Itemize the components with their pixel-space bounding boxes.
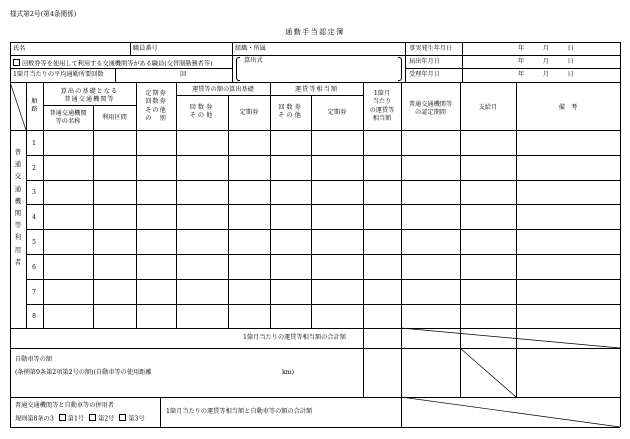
monthly-total-label: 1箇月当たりの運賃等相当額の合計額	[243, 334, 346, 341]
row-number: 3	[32, 189, 36, 196]
accepted-date-field[interactable]: 年 月 日	[518, 71, 574, 78]
car-usage-distance-label: (条例第9条第2項第2号の額)(自動車等の使用距離	[15, 369, 152, 376]
commuter-pass-header-2: 定期券	[327, 109, 347, 116]
transport-name-header: 普通交通機関 等の名称	[49, 110, 87, 126]
monthly-average-label: 1箇月当たりの平均通勤所要回数	[13, 71, 104, 78]
approved-period-header: 普通交通機関等 の認定期間	[408, 101, 453, 117]
calc-formula-label: 算出式	[244, 57, 263, 64]
times-unit: 回	[180, 71, 187, 78]
payment-month-header: 支給月	[478, 104, 498, 111]
option3-label: 第3号	[128, 415, 145, 423]
form-number: 様式第2号(第4条関係)	[10, 10, 77, 18]
row-number: 8	[32, 313, 36, 320]
row-number: 1	[32, 140, 36, 147]
fare-equivalent-header: 運賃等相当額	[294, 86, 339, 93]
coupon-user-label: 回数券等を使用して利用する交通機関等がある職員(交替制勤務者等)	[22, 60, 213, 68]
pass-type-header: 定期券 回数券 その他 の 別	[145, 90, 167, 123]
accepted-date-label: 受理年月日	[409, 71, 440, 78]
combined-user-label: 普通交通機関等と自動車等の併用者	[15, 402, 114, 409]
coupon-other-header-2: 回数券 その他	[278, 104, 303, 120]
row-number: 7	[32, 289, 36, 296]
row-number: 2	[32, 165, 36, 172]
staff-number-label: 職員番号	[133, 45, 158, 52]
organization-label: 組織・所属	[235, 45, 266, 52]
row-number: 5	[32, 239, 36, 246]
name-label: 氏名	[13, 45, 26, 52]
combined-rule-row	[15, 414, 145, 423]
remarks-header: 備 考	[558, 104, 578, 111]
order-header: 順 路	[31, 98, 38, 114]
monthly-fare-header: 1箇月 当たり の運賃等 相当額	[369, 90, 395, 123]
usage-section-header: 利用区間	[102, 114, 127, 121]
option2-checkbox[interactable]	[89, 414, 96, 421]
rule-label: 規則第8条の3	[15, 415, 54, 423]
notified-date-field[interactable]: 年 月 日	[518, 58, 574, 65]
option1-checkbox[interactable]	[59, 414, 66, 421]
option2-label: 第2号	[98, 415, 115, 423]
document-title: 通勤手当認定簿	[285, 28, 345, 36]
option1-label: 第1号	[67, 415, 85, 423]
distance-unit: km)	[282, 369, 295, 376]
row-number: 4	[32, 214, 36, 221]
row-number: 6	[32, 264, 36, 271]
occurrence-date-field[interactable]: 年 月 日	[518, 45, 574, 52]
car-amount-label: 自動車等の額	[15, 356, 53, 363]
transit-user-side-label: 普 通 交 通 機 関 等 利 用 者	[14, 148, 22, 266]
notified-date-label: 届出年月日	[409, 58, 440, 65]
commuter-pass-header-1: 定期券	[239, 109, 259, 116]
coupon-other-header-1: 回数券 その他	[189, 104, 215, 120]
occurrence-date-label: 事実発生年月日	[409, 45, 453, 52]
option3-checkbox[interactable]	[119, 414, 126, 421]
fare-calc-basis-header: 運賃等の額の算出基礎	[192, 86, 254, 93]
basis-group-header: 算出の基礎となる 普通交通機関等	[60, 88, 119, 104]
combined-total-label: 1箇月当たりの運賃等相当額と自動車等の額の合計額	[166, 408, 313, 415]
